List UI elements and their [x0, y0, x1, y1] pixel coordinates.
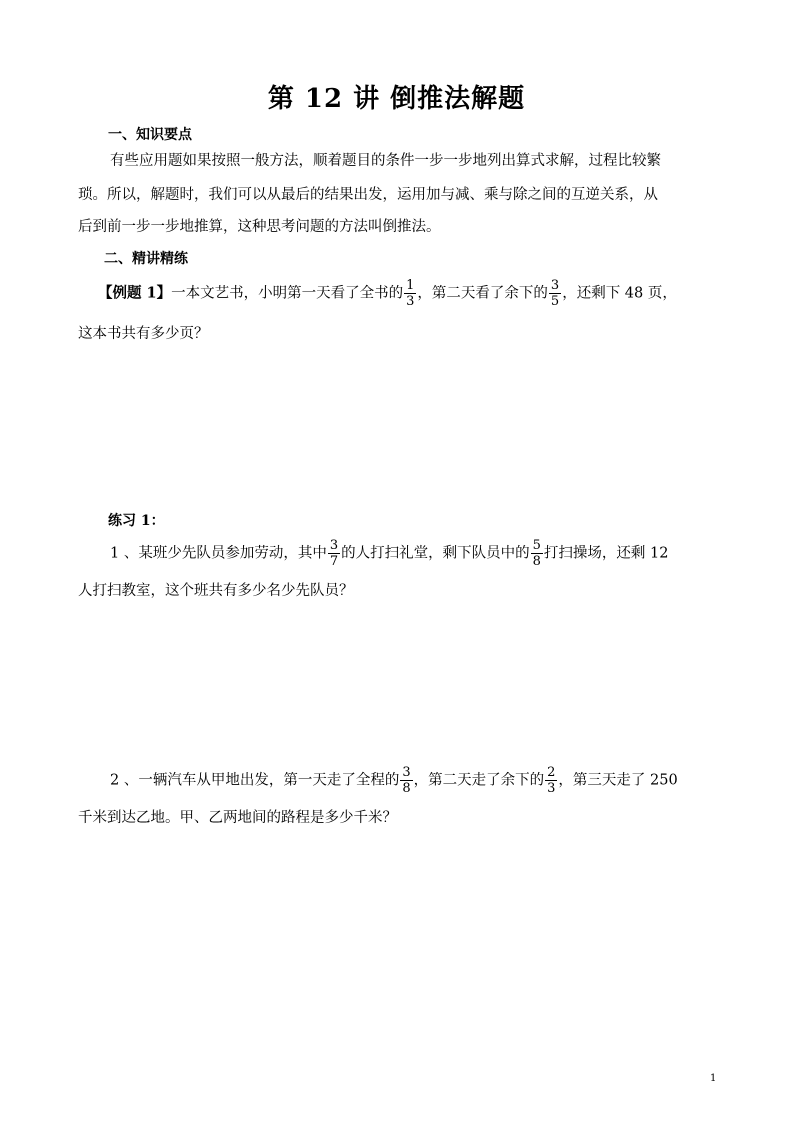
- fraction-denominator: 8: [402, 781, 411, 796]
- practice-q2-line-1: [110, 765, 678, 796]
- q2-fraction-1: [400, 765, 412, 796]
- page-number: 1: [710, 1073, 717, 1084]
- q1-fraction-2: [531, 538, 543, 569]
- fraction-denominator: 3: [406, 294, 415, 309]
- fraction-denominator: 8: [532, 554, 541, 569]
- q1-fraction-1: [328, 538, 340, 569]
- fraction-denominator: 7: [329, 554, 339, 569]
- q2-text-c: ，第三天走了 250: [558, 772, 678, 789]
- practice-q2-line-2: 千米到达乙地。甲、乙两地间的路程是多少千米？: [78, 810, 397, 826]
- page-title: 第 12 讲 倒推法解题: [267, 84, 526, 114]
- example-1-line-1: [98, 278, 677, 309]
- example-1-text-a: 一本文艺书，小明第一天看了全书的: [171, 285, 404, 302]
- fraction-denominator: 3: [547, 781, 556, 796]
- section-heading-practice: 二、精讲精练: [104, 251, 188, 267]
- practice-q1-line-1: [110, 538, 668, 569]
- example-1-line-2: 这本书共有多少页？: [78, 326, 209, 342]
- fraction-numerator: 3: [550, 278, 560, 293]
- knowledge-line-1: 有些应用题如果按照一般方法，顺着题目的条件一步一步地列出算式求解，过程比较繁: [110, 153, 661, 169]
- q1-text-b: 的人打扫礼堂，剩下队员中的: [341, 545, 530, 562]
- fraction-numerator: 5: [532, 538, 541, 553]
- example-1-label: 【例题 1】: [98, 284, 172, 302]
- practice-heading: 练习 1：: [108, 513, 165, 529]
- example-1-fraction-1: [404, 278, 416, 309]
- q1-text-c: 打扫操场，还剩 12: [543, 545, 669, 562]
- fraction-numerator: 1: [406, 278, 415, 293]
- fraction-numerator: 3: [329, 538, 339, 553]
- example-1-fraction-2: [549, 278, 561, 309]
- example-1-text-c: ，还剩下 48 页，: [562, 285, 677, 302]
- fraction-numerator: 2: [547, 765, 556, 780]
- q2-fraction-2: [545, 765, 557, 796]
- q2-text-a: 2 、一辆汽车从甲地出发，第一天走了全程的: [110, 772, 400, 789]
- example-1-text-b: ，第二天看了余下的: [417, 285, 548, 302]
- fraction-numerator: 3: [402, 765, 411, 780]
- practice-q1-line-2: 人打扫教室，这个班共有多少名少先队员？: [78, 583, 354, 599]
- section-heading-knowledge: 一、知识要点: [108, 127, 192, 143]
- knowledge-line-3: 后到前一步一步地推算，这种思考问题的方法叫倒推法。: [78, 219, 441, 235]
- q1-text-a: 1 、某班少先队员参加劳动，其中: [110, 545, 327, 562]
- knowledge-line-2: 琐。所以，解题时，我们可以从最后的结果出发，运用加与减、乘与除之间的互逆关系，从: [78, 187, 658, 203]
- fraction-denominator: 5: [550, 294, 560, 309]
- q2-text-b: ，第二天走了余下的: [413, 772, 545, 789]
